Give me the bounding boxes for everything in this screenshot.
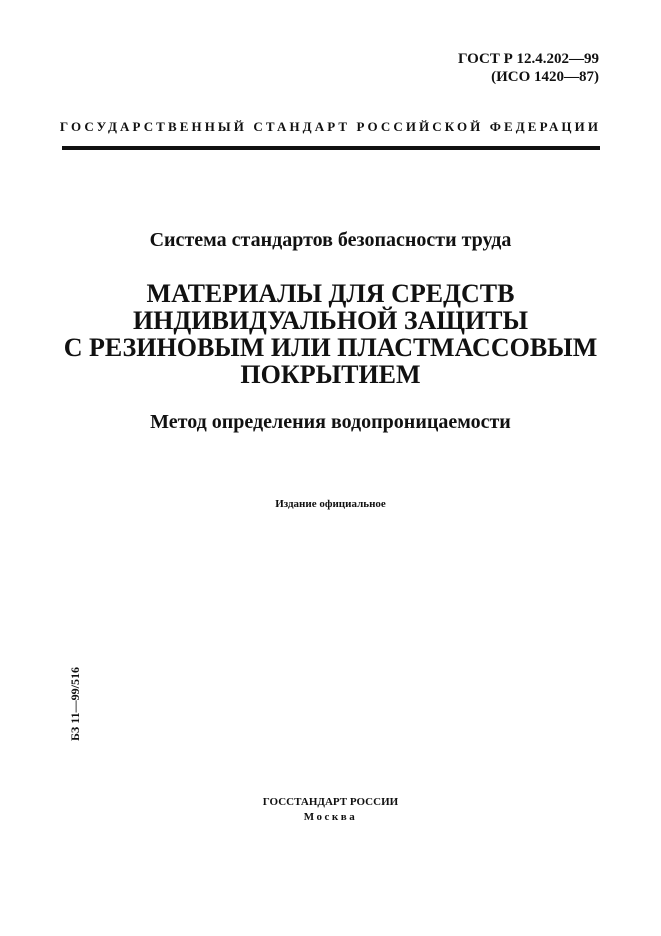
iso-designation: (ИСО 1420—87) bbox=[491, 69, 599, 85]
state-standard-heading: ГОСУДАРСТВЕННЫЙ СТАНДАРТ РОССИЙСКОЙ ФЕДЕРАЦИИ bbox=[59, 119, 602, 134]
title-line: ИНДИВИДУАЛЬНОЙ ЗАЩИТЫ bbox=[132, 306, 529, 335]
document-title bbox=[0, 280, 661, 388]
edition-note: Издание официальное bbox=[275, 498, 386, 510]
series-title: Система стандартов безопасности труда bbox=[149, 229, 512, 251]
standard-designation bbox=[458, 50, 599, 86]
designation-number: ГОСТ Р 12.4.202—99 bbox=[457, 51, 599, 67]
title-line: С РЕЗИНОВЫМ ИЛИ ПЛАСТМАССОВЫМ bbox=[63, 333, 598, 362]
publisher-block bbox=[0, 795, 661, 825]
publisher-name: ГОССТАНДАРТ РОССИИ bbox=[262, 796, 399, 808]
title-line: МАТЕРИАЛЫ ДЛЯ СРЕДСТВ bbox=[146, 279, 515, 308]
publisher-city: Москва bbox=[303, 811, 358, 823]
header-divider bbox=[62, 146, 600, 150]
document-subtitle: Метод определения водопроницаемости bbox=[150, 411, 511, 433]
side-catalog-code: БЗ 11—99/516 bbox=[68, 667, 82, 741]
title-line: ПОКРЫТИЕМ bbox=[240, 360, 421, 389]
